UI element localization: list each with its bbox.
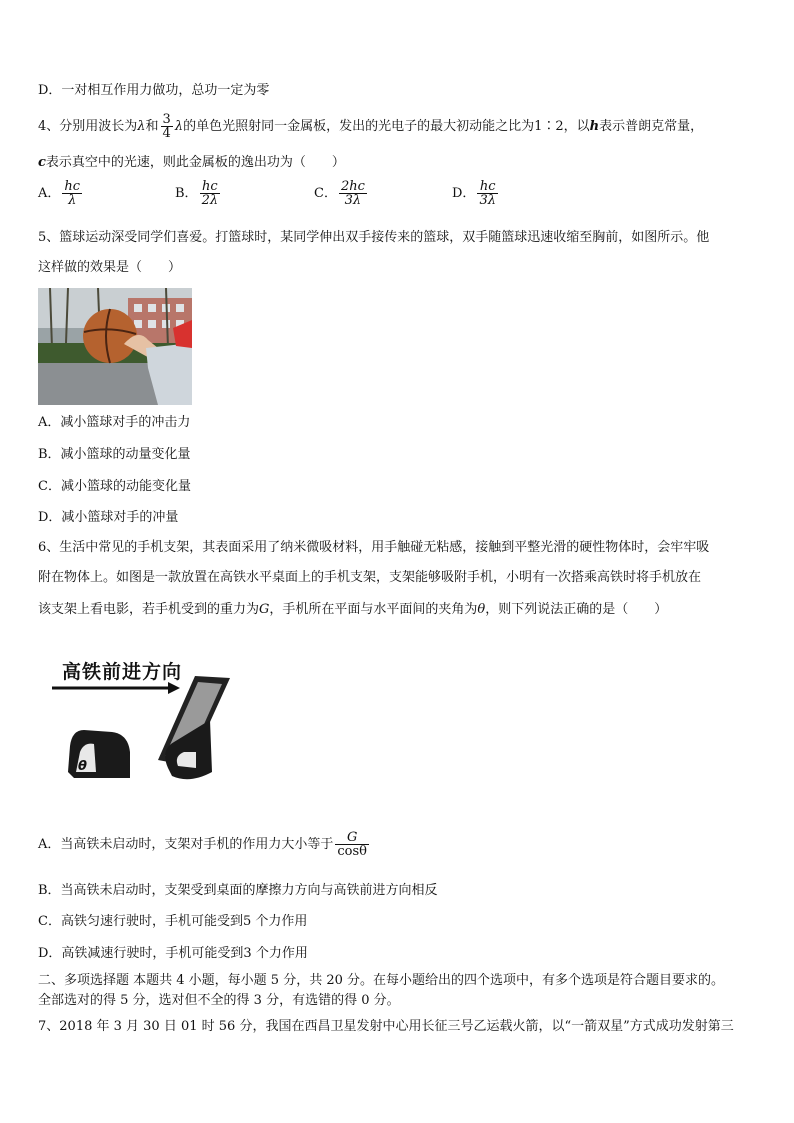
q4-option-d-den: 3λ (479, 193, 496, 208)
q4-option-a-label: A． (38, 186, 61, 201)
q4-option-a (38, 180, 84, 207)
q5-stem-line1: 5、篮球运动深受同学们喜爱。打篮球时，某同学伸出双手接传来的篮球，双手随篮球迅速收缩至胸前，如图所示。他 (38, 230, 710, 245)
q4-option-d-frac (477, 180, 498, 207)
q6-stem3c: ，则下列说法正确的是（ ） (485, 602, 668, 617)
q4-option-b (175, 180, 222, 207)
q4-option-c-label: C． (314, 186, 337, 201)
q6-option-a-text: A．当高铁未启动时，支架对手机的作用力大小等于 (38, 837, 334, 852)
q4-stem-c: 表示普朗克常量， (599, 119, 704, 134)
q4-option-a-num: hc (64, 179, 81, 194)
q6-theta: θ (477, 602, 486, 617)
section2-line1: 二、多项选择题 本题共 4 小题，每小题 5 分，共 20 分。在每小题给出的四个选项中，有多个选项是符合题目要求的。 (38, 973, 725, 988)
q5-stem-line2: 这样做的效果是（ ） (38, 260, 182, 275)
q6-option-a-den: cosθ (337, 844, 367, 859)
q4-lambda-2: λ (174, 119, 184, 134)
q4-option-a-den: λ (68, 193, 77, 208)
q4-and: 和 (145, 119, 159, 134)
q4-option-d-num: hc (477, 180, 498, 194)
q4-c: c (38, 155, 46, 170)
q4-option-a-frac (62, 180, 82, 207)
q6-option-b: B．当高铁未启动时，支架受到桌面的摩擦力方向与高铁前进方向相反 (38, 883, 438, 898)
q4-frac-den: 4 (162, 126, 171, 141)
q4-stem-b: 的单色光照射同一金属板，发出的光电子的最大初动能之比为1∶2，以 (183, 119, 590, 134)
q5-option-b: B．减小篮球的动量变化量 (38, 447, 191, 462)
q4-option-b-num: hc (200, 180, 221, 194)
section2-line2: 全部选对的得 5 分，选对但不全的得 3 分，有选错的得 0 分。 (38, 993, 400, 1008)
q4-option-b-label: B． (175, 186, 198, 201)
q6-stem3a: 该支架上看电影，若手机受到的重力为 (38, 602, 260, 617)
q4-option-d (452, 180, 500, 207)
q6-stem-line2: 附在物体上。如图是一款放置在高铁水平桌面上的手机支架，支架能够吸附手机，小明有一次搭乘高铁时将手机放在 (38, 570, 702, 585)
direction-arrow-head (168, 682, 180, 694)
q4-option-c-den: 3λ (344, 193, 362, 208)
q4-stem-a: 4、分别用波长为 (38, 119, 138, 134)
q4-stem-d: 表示真空中的光速，则此金属板的逸出功为（ ） (45, 155, 345, 170)
q4-option-c-num: 2hc (340, 179, 365, 194)
q5-option-d: D．减小篮球对手的冲量 (38, 510, 179, 525)
q4-stem-line2 (38, 154, 756, 172)
phone-stand-figure (40, 660, 240, 790)
q4-option-b-den: 2λ (201, 193, 219, 208)
q6-option-c: C．高铁匀速行驶时，手机可能受到5 个力作用 (38, 914, 308, 929)
basketball-photo (38, 288, 192, 405)
q6-option-a-frac (335, 831, 369, 858)
q6-stem3b: ，手机所在平面与水平面间的夹角为 (269, 602, 478, 617)
figure-direction-label: 高铁前进方向 (62, 661, 183, 683)
q5-option-a: A．减小篮球对手的冲击力 (38, 415, 191, 430)
q4-fraction (161, 113, 173, 140)
q5-option-c: C．减小篮球的动能变化量 (38, 479, 191, 494)
q4-h: h (589, 119, 600, 134)
q4-stem-line1 (38, 112, 756, 142)
q6-option-a-num: G (335, 831, 369, 845)
q4-lambda: λ (137, 119, 146, 134)
q6-option-d: D．高铁减速行驶时，手机可能受到3 个力作用 (38, 946, 308, 961)
q3-option-d: D．一对相互作用力做功，总功一定为零 (38, 83, 270, 98)
q6-g: G (259, 602, 270, 617)
q4-frac-num: 3 (162, 112, 171, 127)
q6-stem-line3 (38, 601, 756, 619)
q4-option-b-frac (200, 180, 221, 207)
figure-theta-label: θ (78, 759, 87, 774)
q4-option-c-frac (339, 180, 367, 207)
q6-stem-line1: 6、生活中常见的手机支架，其表面采用了纳米微吸材料，用手触碰无粘感，接触到平整光滑的硬性物体时，会牢牢吸 (38, 540, 710, 555)
q4-option-d-label: D． (452, 186, 476, 201)
q7-stem-line1: 7、2018 年 3 月 30 日 01 时 56 分，我国在西昌卫星发射中心用长征三号乙运载火箭，以“一箭双星”方式成功发射第三 (38, 1019, 734, 1034)
q4-option-c (314, 180, 369, 207)
q6-option-a (38, 830, 756, 860)
